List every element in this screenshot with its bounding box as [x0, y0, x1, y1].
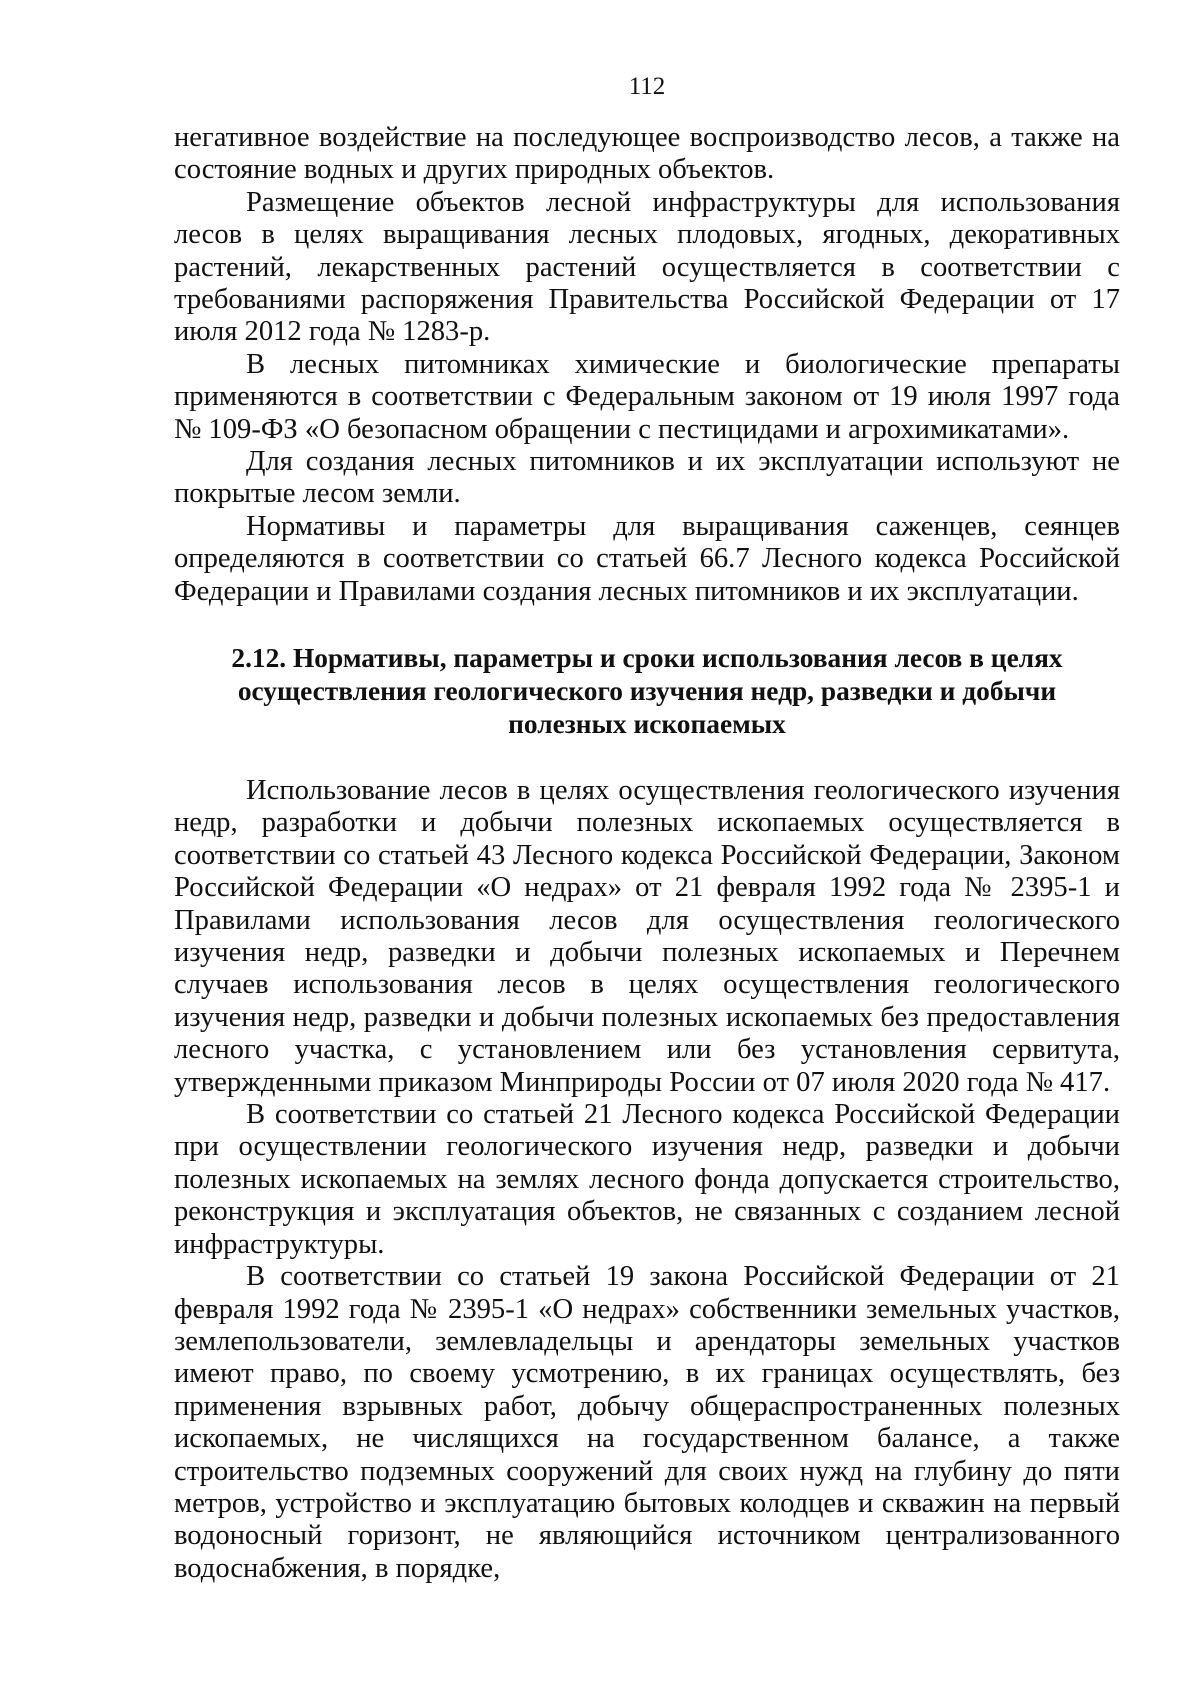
- paragraph-continuation: негативное воздействие на последующее воспроизводство лесов, а также на состояние водных и других природных объектов.: [174, 122, 1120, 186]
- paragraph-article-21: В соответствии со статьей 21 Лесного кодекса Российской Федерации при осуществлении геологического изучения недр, разведки и добычи полезных ископаемых на землях лесного фонда допускается строительство, реконструкция и эксплуатация объектов, не связанных с созданием лесной инфраструктуры.: [174, 1099, 1120, 1260]
- text-block-bottom: [174, 775, 1120, 1585]
- section-heading-line: полезных ископаемых: [508, 709, 786, 739]
- paragraph-seedling-norms: Нормативы и параметры для выращивания саженцев, сеянцев определяются в соответствии со статьей 66.7 Лесного кодекса Российской Федерации и Правилами создания лесных питомников и их эксплуатации.: [174, 510, 1120, 607]
- section-heading-line: 2.12. Нормативы, параметры и сроки использования лесов в целях: [231, 643, 1063, 673]
- paragraph-article-19: В соответствии со статьей 19 закона Российской Федерации от 21 февраля 1992 года № 2395-1 «О недрах» собственники земельных участков, землепользователи, землевладельцы и арендаторы земельных участков имеют право, по своему усмотрению, в их границах осуществлять, без применения взрывных работ, добычу общераспространенных полезных ископаемых, не числящихся на государственном балансе, а также строительство подземных сооружений для своих нужд на глубину до пяти метров, устройство и эксплуатацию бытовых колодцев и скважин на первый водоносный горизонт, не являющийся источником централизованного водоснабжения, в порядке,: [174, 1261, 1120, 1584]
- paragraph-infrastructure: Размещение объектов лесной инфраструктуры для использования лесов в целях выращивания лесных плодовых, ягодных, декоративных растений, лекарственных растений осуществляется в соответствии с требованиями распоряжения Правительства Российской Федерации от 17 июля 2012 года № 1283-р.: [174, 186, 1120, 348]
- page-number: 112: [628, 73, 666, 100]
- section-heading: [174, 642, 1120, 741]
- paragraph-nurseries-chemicals: В лесных питомниках химические и биологические препараты применяются в соответствии с Федеральным законом от 19 июля 1997 года № 109-ФЗ «О безопасном обращении с пестицидами и агрохимикатами».: [174, 348, 1120, 445]
- paragraph-geology-use: Использование лесов в целях осуществления геологического изучения недр, разработки и добычи полезных ископаемых осуществляется в соответствии со статьей 43 Лесного кодекса Российской Федерации, Законом Российской Федерации «О недрах» от 21 февраля 1992 года № 2395-1 и Правилами использования лесов для осуществления геологического изучения недр, разведки и добычи полезных ископаемых и Перечнем случаев использования лесов в целях осуществления геологического изучения недр, разведки и добычи полезных ископаемых без предоставления лесного участка, с установлением или без установления сервитута, утвержденными приказом Минприроды России от 07 июля 2020 года № 417.: [174, 775, 1120, 1098]
- text-block-top: [174, 122, 1120, 608]
- paragraph-nursery-lands: Для создания лесных питомников и их эксплуатации используют не покрытые лесом земли.: [174, 446, 1120, 510]
- section-heading-line: осуществления геологического изучения недр, разведки и добычи: [237, 676, 1057, 706]
